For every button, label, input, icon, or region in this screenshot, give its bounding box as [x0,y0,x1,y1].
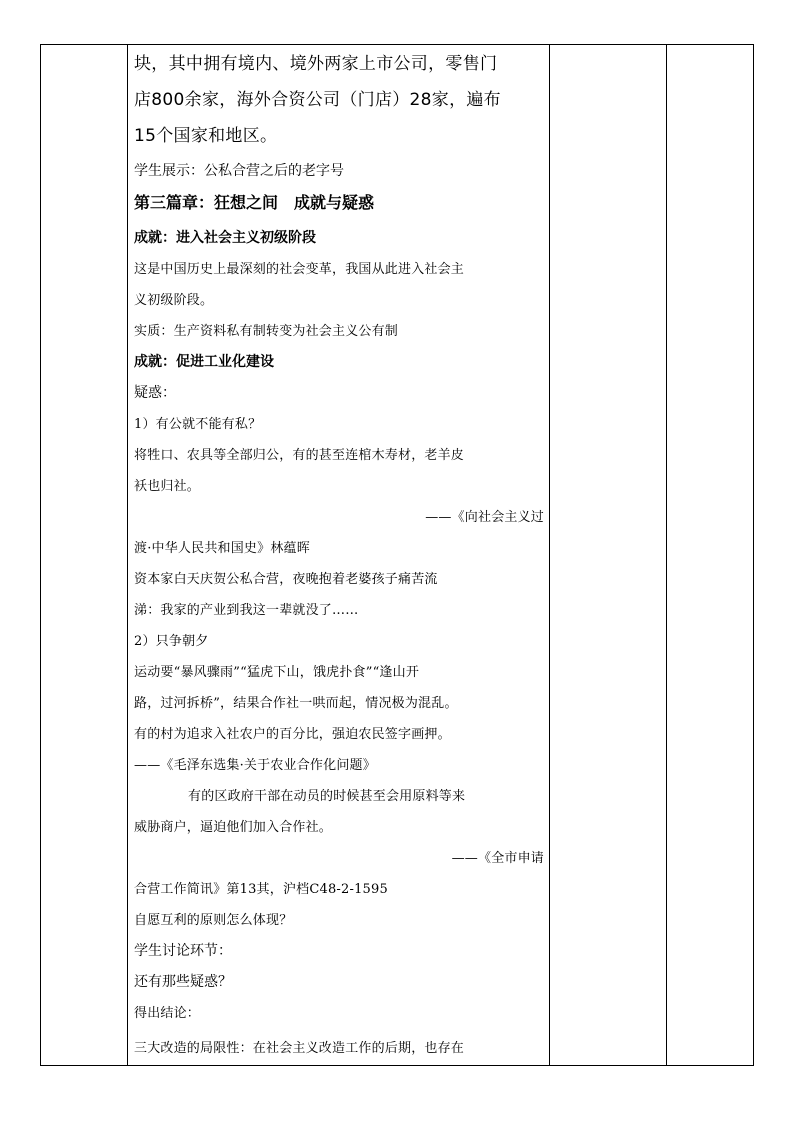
text-line-20: 运动要“暴风骤雨”“猛虎下山，饿虎扑食”“逢山开 [134,665,420,680]
text-line-18: 涕：我家的产业到我这一辈就没了…… [134,603,359,618]
text-line-13: 将牲口、农具等全部归公，有的甚至连棺木寿材，老羊皮 [134,448,465,463]
column-divider-2 [549,45,550,1065]
citation-line-3: ——《毛泽东选集·关于农业合作化问题》 [134,758,376,773]
student-display-line: 学生展示：公私合营之后的老字号 [134,163,344,179]
chapter-heading: 第三篇章：狂想之间 成就与疑惑 [134,193,375,212]
text-line-32: 三大改造的局限性：在社会主义改造工作的后期，也存在 [134,1041,465,1056]
more-doubts-line: 还有那些疑惑？ [134,974,232,990]
text-line-17: 资本家白天庆贺公私合营，夜晚抱着老婆孩子痛苦流 [134,572,438,587]
achievement-heading-1: 成就：进入社会主义初级阶段 [134,230,316,246]
text-line-2: 店800余家，海外合资公司（门店）28家，遍布 [134,90,501,110]
achievement-heading-2: 成就：促进工业化建设 [134,354,274,370]
text-line-25: 威胁商户，逼迫他们加入合作社。 [134,820,333,835]
essence-line: 实质：生产资料私有制转变为社会主义公有制 [134,324,399,339]
doubt-heading: 疑惑： [134,385,176,401]
citation-line-2: 渡·中华人民共和国史》林蕴晖 [134,541,310,556]
doubt-2-heading: 2）只争朝夕 [134,634,209,649]
text-line-8: 义初级阶段。 [134,293,214,308]
text-line-22: 有的村为追求入社农户的百分比，强迫农民签字画押。 [134,727,451,742]
question-line: 自愿互利的原则怎么体现？ [134,913,293,928]
citation-line-1: ——《向社会主义过 [425,510,544,525]
column-divider-1 [127,45,128,1065]
conclusion-heading: 得出结论： [134,1006,201,1021]
citation-line-4: ——《全市申请 [451,851,544,866]
text-line-21: 路，过河拆桥”，结果合作社一哄而起，情况极为混乱。 [134,696,458,711]
discussion-heading: 学生讨论环节： [134,943,232,959]
text-line-14: 袄也归社。 [134,479,201,494]
text-line-24: 有的区政府干部在动员的时候甚至会用原料等来 [188,789,466,804]
text-line-3: 15个国家和地区。 [134,126,278,146]
text-line-1: 块，其中拥有境内、境外两家上市公司，零售门 [134,54,498,74]
text-line-7: 这是中国历史上最深刻的社会变革，我国从此进入社会主 [134,262,465,277]
doubt-1-heading: 1）有公就不能有私？ [134,417,262,432]
citation-line-5: 合营工作简讯》第13其，沪档C48-2-1595 [134,882,388,897]
column-divider-3 [666,45,667,1065]
